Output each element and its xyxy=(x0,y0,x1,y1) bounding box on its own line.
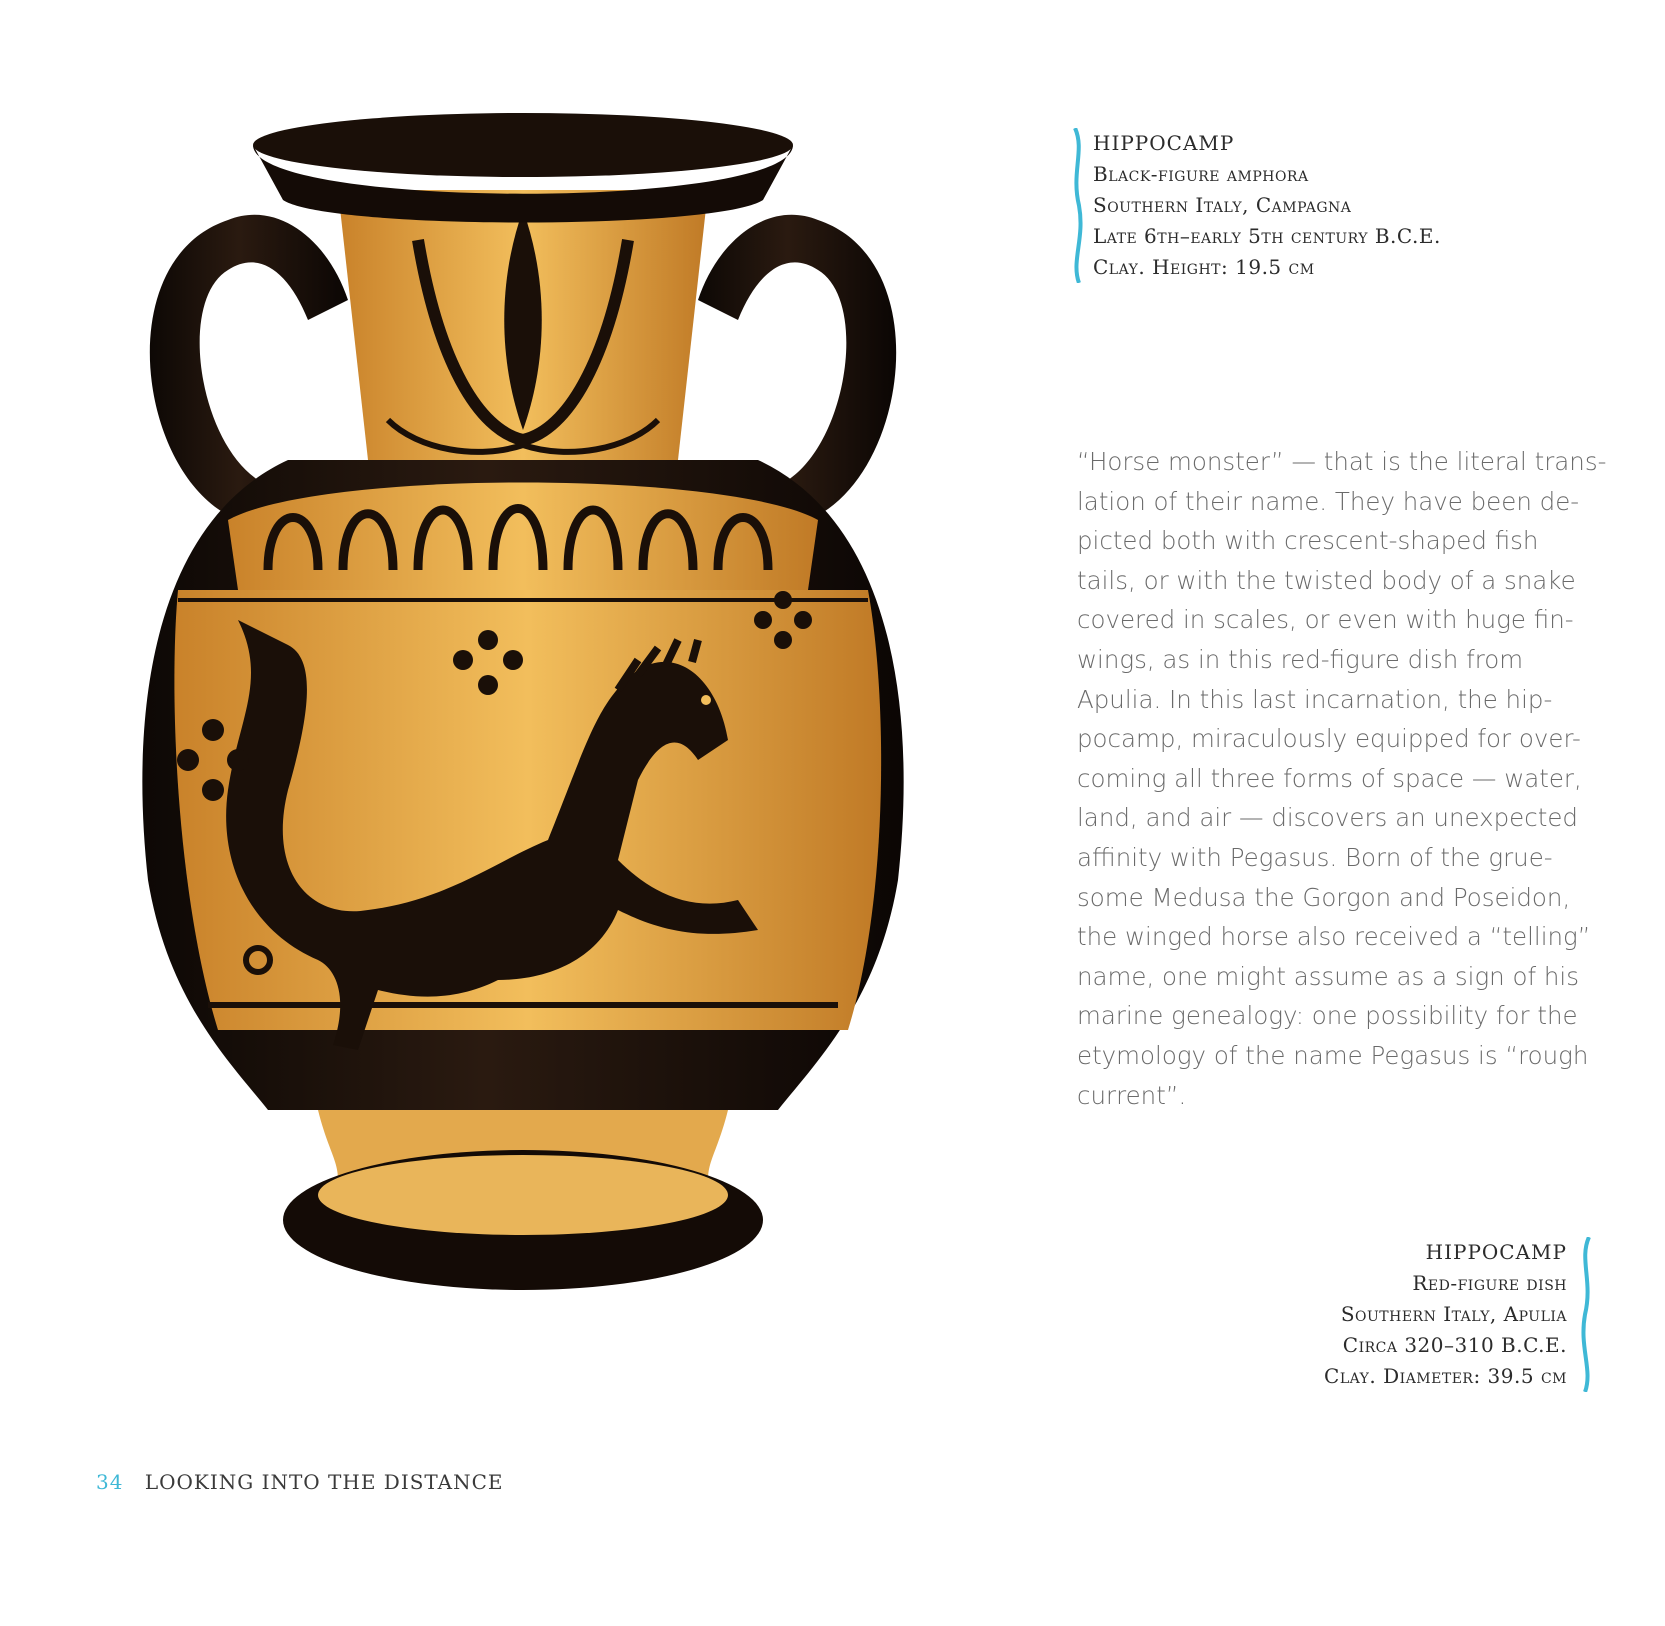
body-line: marine genealogy: one possibility for the xyxy=(1077,1001,1578,1031)
section-title: LOOKING INTO THE DISTANCE xyxy=(144,1470,504,1494)
page-footer xyxy=(96,1470,504,1494)
body-line: wings, as in this red-figure dish from xyxy=(1077,644,1524,674)
caption-line: Black-figure amphora xyxy=(1093,162,1309,186)
body-line: land, and air — discovers an unexpected xyxy=(1077,803,1578,833)
body-line: the winged horse also received a “telling” xyxy=(1077,922,1591,952)
body-line: lation of their name. They have been de- xyxy=(1077,486,1580,516)
wavy-bracket-icon xyxy=(1579,1237,1593,1392)
caption-line: Circa 320–310 B.C.E. xyxy=(1342,1333,1567,1357)
caption-line: Southern Italy, Apulia xyxy=(1340,1302,1567,1326)
body-paragraph xyxy=(1077,442,1607,1115)
body-line: some Medusa the Gorgon and Poseidon, xyxy=(1077,882,1571,912)
body-line: picted both with crescent-shaped fish xyxy=(1077,526,1539,556)
caption-bottom xyxy=(1324,1237,1579,1392)
body-line: etymology of the name Pegasus is “rough xyxy=(1077,1040,1589,1070)
body-line: “Horse monster” — that is the literal trans- xyxy=(1077,447,1607,476)
caption-line: Clay. Diameter: 39.5 cm xyxy=(1324,1364,1567,1388)
body-line: name, one might assume as a sign of his xyxy=(1077,961,1579,991)
body-line: Apulia. In this last incarnation, the hip- xyxy=(1077,684,1553,714)
caption-title: HIPPOCAMP xyxy=(1093,131,1235,155)
amphora-image xyxy=(118,100,928,1400)
body-line: covered in scales, or even with huge fin- xyxy=(1077,605,1574,635)
body-line: current”. xyxy=(1077,1080,1187,1110)
body-line: affinity with Pegasus. Born of the grue- xyxy=(1077,842,1553,872)
caption-line: Clay. Height: 19.5 cm xyxy=(1093,255,1315,279)
caption-title: HIPPOCAMP xyxy=(1425,1240,1567,1264)
page-number: 34 xyxy=(96,1470,124,1494)
body-line: coming all three forms of space — water, xyxy=(1077,763,1582,793)
body-line: tails, or with the twisted body of a snake xyxy=(1077,565,1576,595)
wavy-bracket-icon xyxy=(1071,128,1085,283)
caption-line: Late 6th–early 5th century B.C.E. xyxy=(1093,224,1441,248)
caption-line: Red-figure dish xyxy=(1412,1271,1567,1295)
caption-line: Southern Italy, Campagna xyxy=(1093,193,1352,217)
caption-top xyxy=(1083,128,1441,283)
body-line: pocamp, miraculously equipped for over- xyxy=(1077,724,1581,754)
